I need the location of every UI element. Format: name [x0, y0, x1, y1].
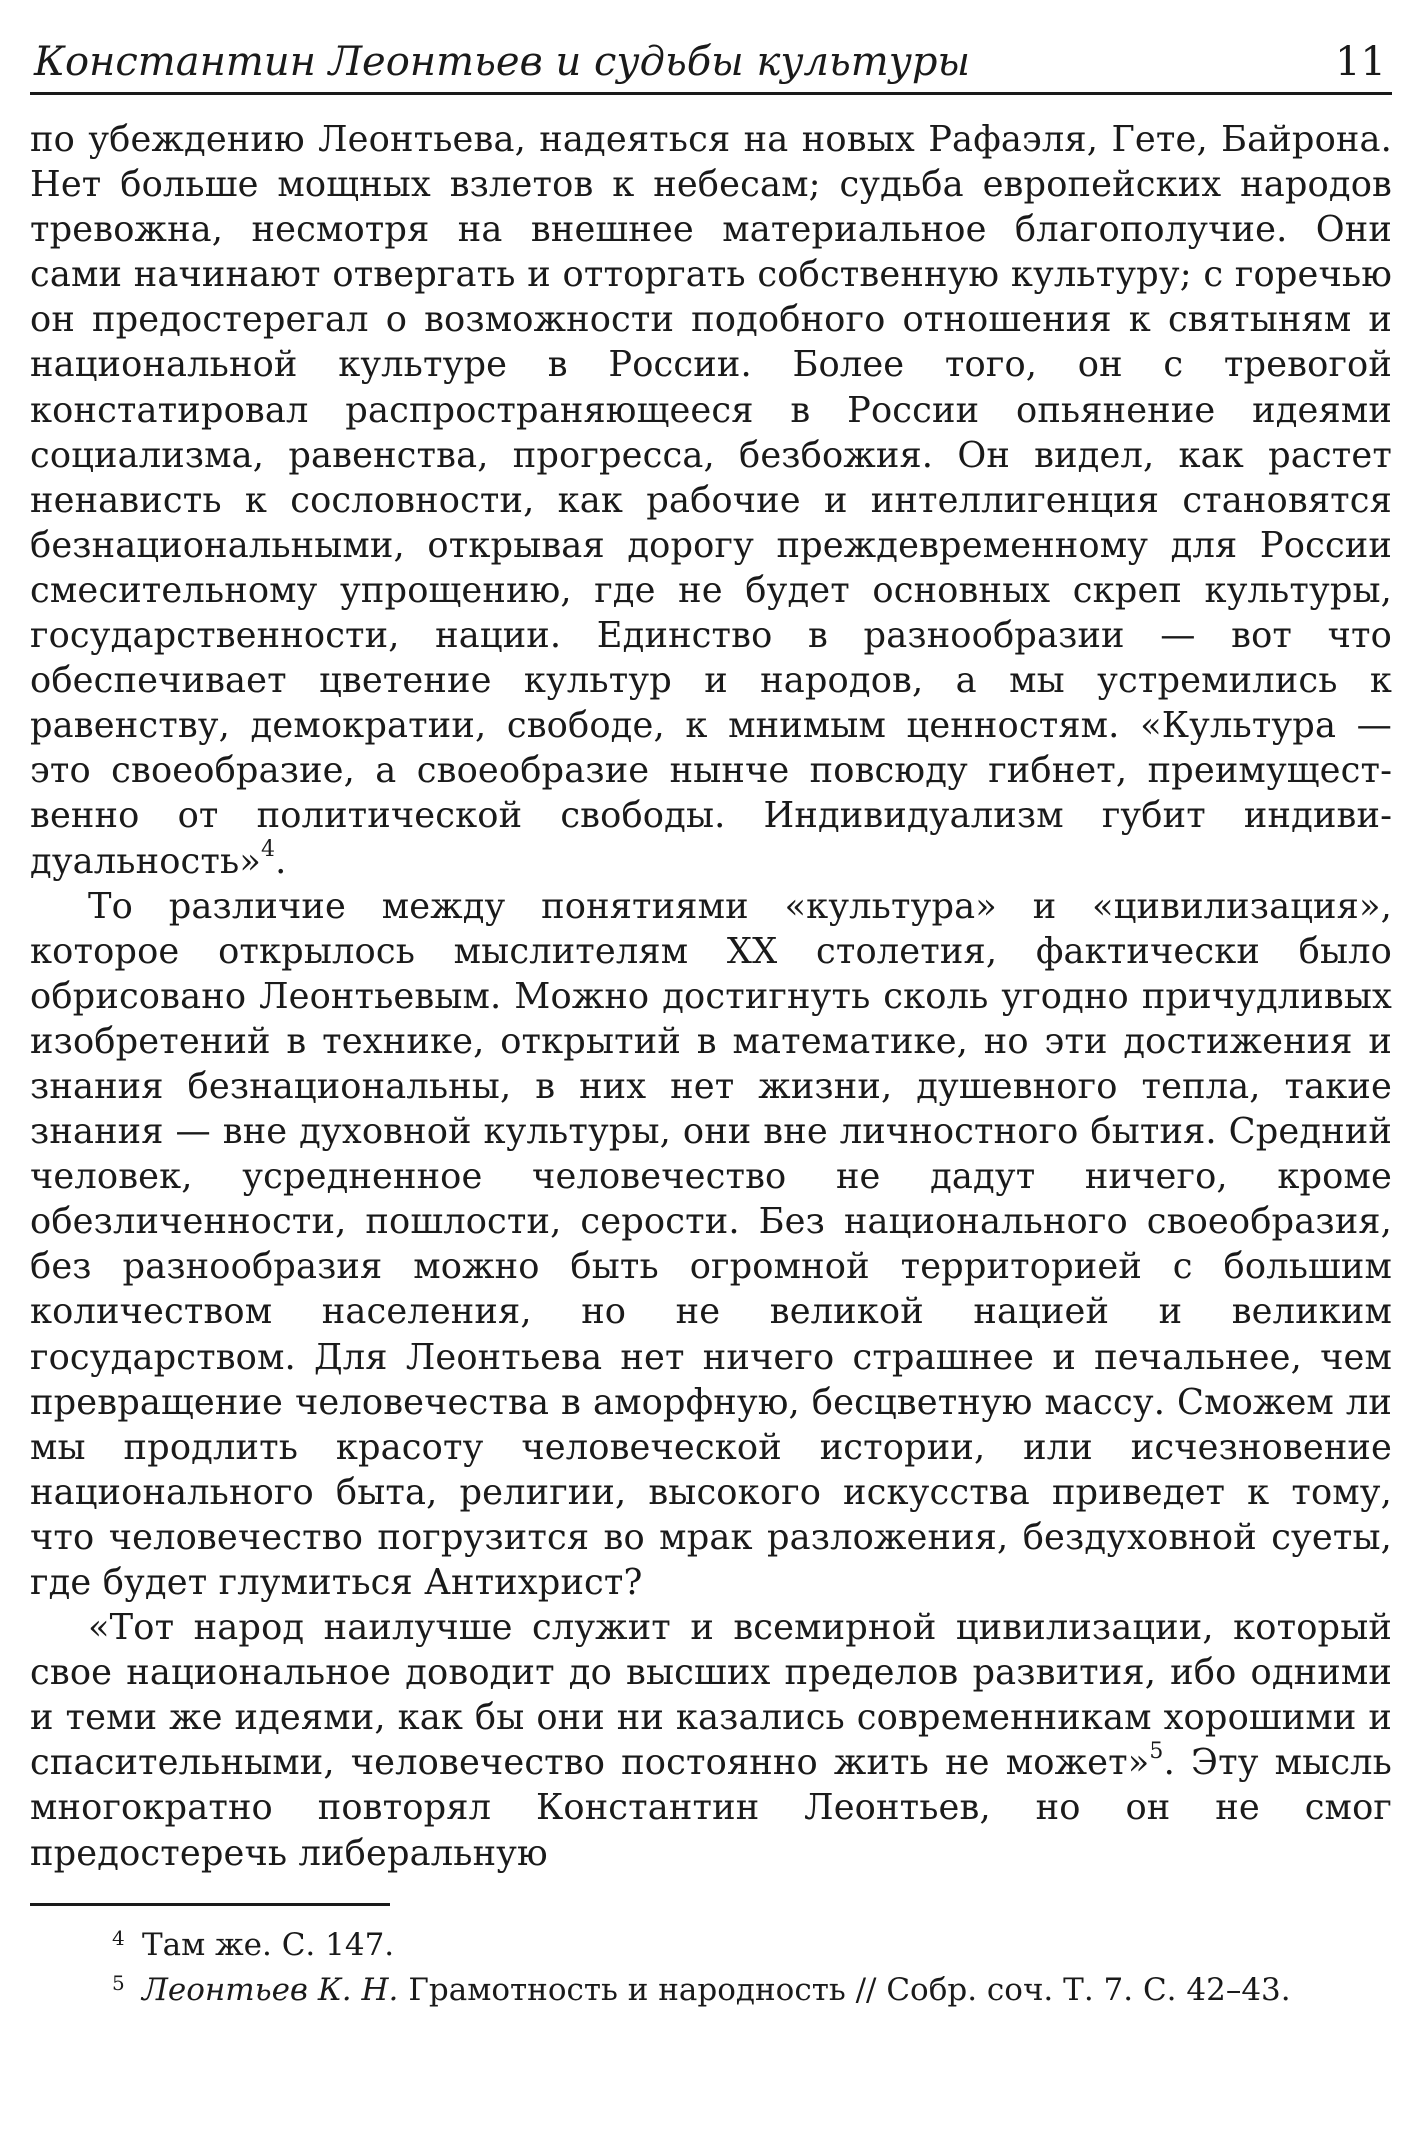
- footnote-5: [30, 1969, 1392, 2014]
- paragraph-1-end: .: [275, 840, 287, 882]
- footnote-rule: [30, 1903, 390, 1906]
- footnotes: [30, 1924, 1392, 2014]
- footnote-4: [30, 1924, 1392, 1969]
- paragraph-3: [30, 1605, 1392, 1876]
- book-page: [30, 36, 1392, 2014]
- footnote-ref-5: 5: [1149, 1738, 1164, 1764]
- running-title: Константин Леонтьев и судьбы культуры: [34, 39, 971, 85]
- running-header: [30, 36, 1392, 95]
- body-text: [30, 117, 1392, 1876]
- footnote-ref-4: 4: [261, 836, 276, 862]
- paragraph-2: То различие между понятиями «культура» и «цивилизация», которое открылось мыслителям XX столетия, фактически было обрисовано Леонтьевым. Можно достигнуть сколь угодно причудливых изобретений в технике, открытий в математике, но эти достижения и знания безнациональны, в них нет жизни, душевного тепла, такие знания — вне духовной культуры, они вне личностного бытия. Средний человек, усредненное человечество не дадут ничего, кроме обезличенности, пошлости, серости. Без национального своеобразия, без разнообразия можно быть огромной территорией с большим количеством населения, но не великой нацией и великим государством. Для Леонтьева нет ничего страшнее и печальнее, чем превращение человечества в аморфную, бесцветную массу. Сможем ли мы продлить красоту человеческой истории, или исчезновение национального быта, религии, высокого искусства приведет к тому, что человечество погрузится во мрак разложения, бездуховной суеты, где будет глумиться Антихрист?: [30, 885, 1392, 1603]
- paragraph-1-text: по убеждению Леонтьева, надеяться на новых Рафаэля, Гете, Байрона. Нет больше мощных взлетов к небесам; судьба европейских народов тревожна, несмотря на внешнее материальное благополучие. Они сами начинают отвергать и отторгать собственную культуру; с горечью он предостерегал о возможности подобного отношения к святыням и национальной культуре в России. Более того, он с тревогой констатировал распространяющееся в России опьянение идеями социализма, равенства, прогресса, безбожия. Он видел, как растет ненависть к сословности, как рабочие и интеллигенция становятся безнациональными, открывая дорогу преждевременному для России смесительному упрощению, где не будет основных скреп культуры, государственности, нации. Единство в разнообразии — вот что обеспечивает цветение культур и народов, а мы устремились к равенству, демократии, свободе, к мнимым ценностям. «Культура — это своеобразие, а своеобразие нынче повсюду гибнет, преимущественно от политической свободы. Индивидуализм губит индивидуальность»: [30, 119, 1392, 882]
- footnote-marker: 5: [112, 1970, 125, 1995]
- footnote-author: Леонтьев К. Н.: [142, 1971, 399, 2008]
- footnote-text: Грамотность и народность // Собр. соч. Т. 7. С. 42–43.: [408, 1971, 1291, 2008]
- paragraph-3-quote: «Тот народ наилучше служит и всемирной цивилизации, который свое национальное доводит до высших пределов развития, ибо одними и теми же идеями, как бы они ни казались современникам хорошими и спасительными, человечество постоянно жить не может»: [30, 1607, 1392, 1784]
- page-number: 11: [1335, 39, 1386, 85]
- footnote-text: Там же. С. 147.: [142, 1926, 395, 1963]
- footnote-marker: 4: [112, 1925, 125, 1950]
- paragraph-continued: [30, 117, 1392, 884]
- paragraph-3-rest: . Эту мысль многократно повторял Константин Леонтьев, но он не смог предостеречь либеральную: [30, 1742, 1392, 1874]
